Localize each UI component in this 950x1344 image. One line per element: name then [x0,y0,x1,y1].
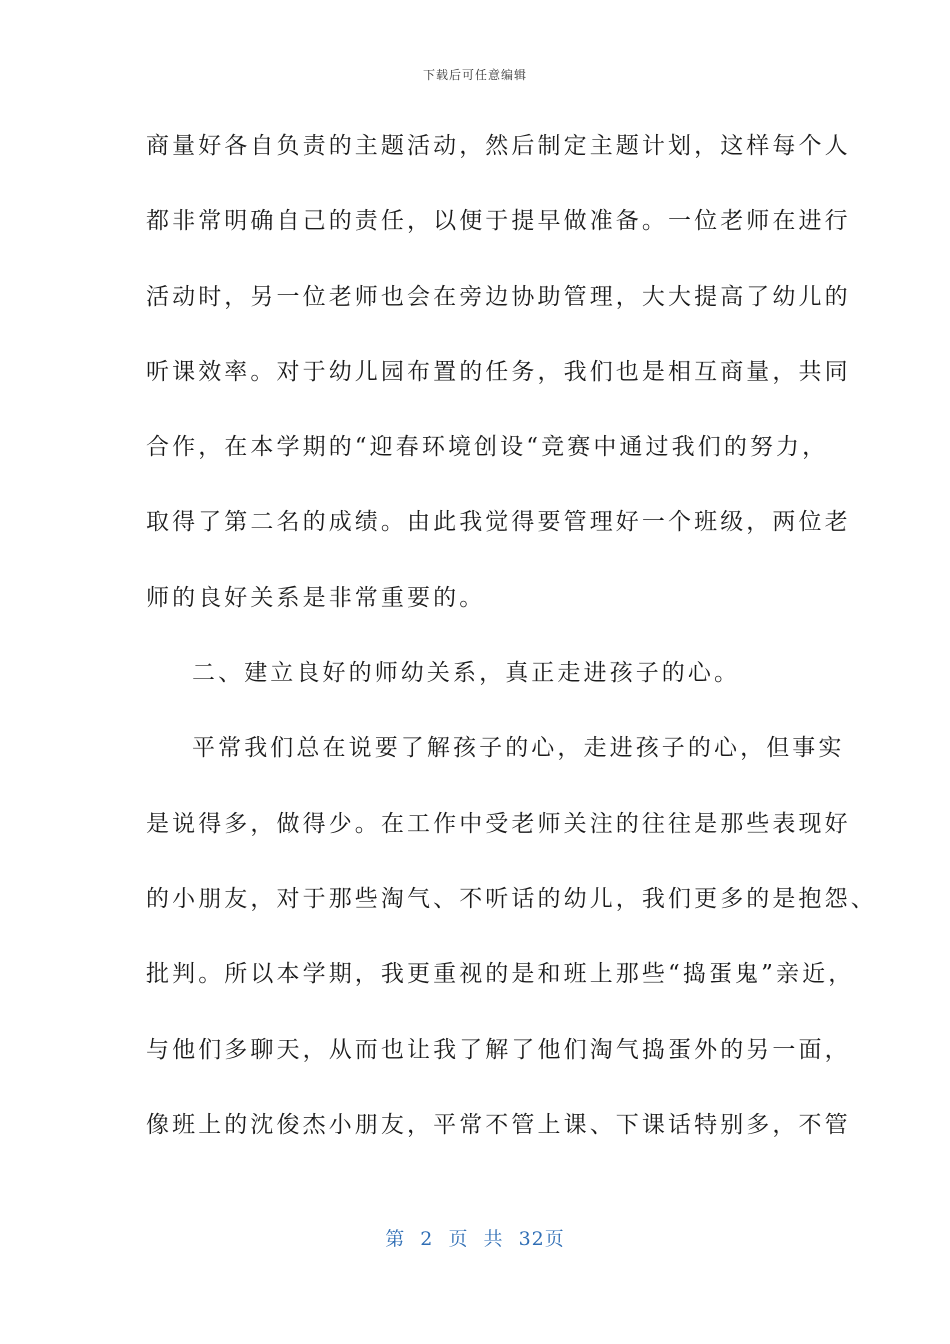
body-line: 与他们多聊天，从而也让我了解了他们淘气捣蛋外的另一面， [146,1036,851,1063]
footer-label-gong: 共 [483,1228,504,1250]
paragraph-first-line: 平常我们总在说要了解孩子的心，走进孩子的心，但事实 [192,735,845,762]
body-line: 活动时，另一位老师也会在旁边协助管理，大大提高了幼儿的 [146,283,851,310]
body-line: 都非常明确自己的责任，以便于提早做准备。一位老师在进行 [146,208,851,235]
footer-label-di: 第 [385,1228,406,1250]
body-line: 师的良好关系是非常重要的。 [146,584,486,611]
body-line: 合作，在本学期的“迎春环境创设“竞赛中通过我们的努力， [146,434,829,461]
footer-page-number: 2 [420,1228,434,1250]
body-line: 商量好各自负责的主题活动，然后制定主题计划，这样每个人 [146,133,851,159]
body-line: 批判。所以本学期，我更重视的是和班上那些“捣蛋鬼”亲近， [146,961,855,988]
body-line: 的小朋友，对于那些淘气、不听话的幼儿，我们更多的是抱怨、 [146,885,877,912]
footer-total-pages: 32页 [518,1228,565,1250]
footer-label-ye: 页 [448,1228,469,1250]
body-line: 像班上的沈俊杰小朋友，平常不管上课、下课话特别多，不管 [146,1111,851,1138]
section-heading: 二、建立良好的师幼关系，真正走进孩子的心。 [192,660,741,687]
document-body [146,124,877,1178]
page-footer [0,1224,950,1251]
body-line: 听课效率。对于幼儿园布置的任务，我们也是相互商量，共同 [146,358,851,385]
body-line: 取得了第二名的成绩。由此我觉得要管理好一个班级，两位老 [146,509,851,536]
body-line: 是说得多，做得少。在工作中受老师关注的往往是那些表现好 [146,810,851,837]
page-header: 下载后可任意编辑 [422,68,527,82]
